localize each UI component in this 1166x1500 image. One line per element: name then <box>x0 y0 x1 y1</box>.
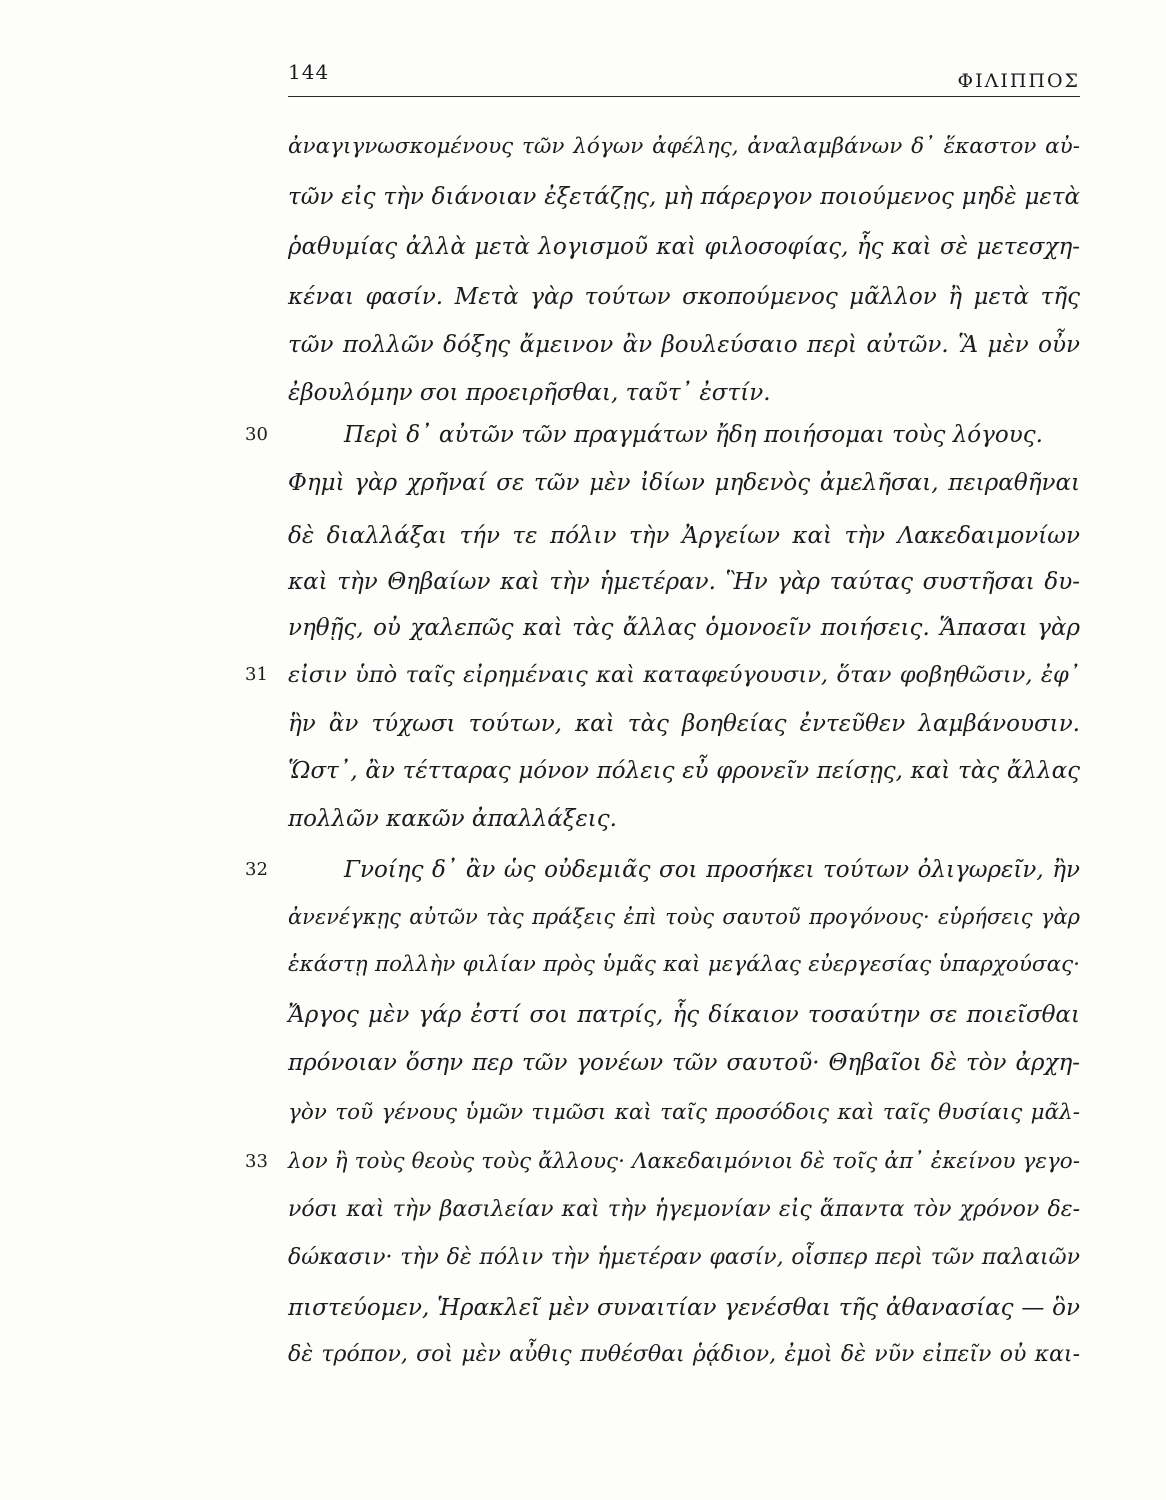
bleed-through-margin <box>1090 270 1166 500</box>
text-line: γὸν τοῦ γένους ὑμῶν τιμῶσι καὶ ταῖς προσόδοις καὶ ταῖς θυσίαις μᾶλ- <box>288 1100 1080 1125</box>
text-line: Γνοίης δ᾽ ἂν ὡς οὐδεμιᾶς σοι προσήκει τούτων ὀλιγωρεῖν, ἢν <box>344 857 1080 883</box>
text-line: ἐβουλόμην σοι προειρῆσθαι, ταῦτ᾽ ἐστίν. <box>288 380 771 406</box>
text-line: δὲ τρόπον, σοὶ μὲν αὖθις πυθέσθαι ῥᾴδιον, ἐμοὶ δὲ νῦν εἰπεῖν οὐ και- <box>288 1342 1080 1367</box>
text-line: δὲ διαλλάξαι τήν τε πόλιν τὴν Ἀργείων καὶ τὴν Λακεδαιμονίων <box>288 523 1080 549</box>
text-line: πιστεύομεν, Ἡρακλεῖ μὲν συναιτίαν γενέσθαι τῆς ἀθανασίας — ὃν <box>288 1295 1080 1321</box>
header-rule <box>288 96 1080 97</box>
text-line: νόσι καὶ τὴν βασιλείαν καὶ τὴν ἡγεμονίαν εἰς ἅπαντα τὸν χρόνον δε- <box>288 1197 1080 1222</box>
text-line: ἣν ἂν τύχωσι τούτων, καὶ τὰς βοηθείας ἐντεῦθεν λαμβάνουσιν. <box>288 711 1080 737</box>
text-line: εἰσιν ὑπὸ ταῖς εἰρημέναις καὶ καταφεύγουσιν, ὅταν φοβηθῶσιν, ἐφ᾽ <box>288 662 1080 688</box>
text-line: κέναι φασίν. Μετὰ γὰρ τούτων σκοπούμενος μᾶλλον ἢ μετὰ τῆς <box>288 284 1080 310</box>
text-line: πρόνοιαν ὅσην περ τῶν γονέων τῶν σαυτοῦ· Θηβαῖοι δὲ τὸν ἀρχη- <box>288 1050 1080 1076</box>
page-number: 144 <box>288 60 330 84</box>
text-line: καὶ τὴν Θηβαίων καὶ τὴν ἡμετέραν. Ἣν γὰρ ταύτας συστῆσαι δυ- <box>288 569 1080 595</box>
text-line: δώκασιν· τὴν δὲ πόλιν τὴν ἡμετέραν φασίν, οἷσπερ περὶ τῶν παλαιῶν <box>288 1245 1080 1270</box>
section-number: 31 <box>245 664 268 685</box>
text-line: Ἄργος μὲν γάρ ἐστί σοι πατρίς, ἧς δίκαιον τοσαύτην σε ποιεῖσθαι <box>288 1002 1080 1028</box>
text-line: τῶν πολλῶν δόξης ἄμεινον ἂν βουλεύσαιο περὶ αὐτῶν. Ἃ μὲν οὖν <box>288 332 1080 358</box>
text-line: ἀνενέγκῃς αὐτῶν τὰς πράξεις ἐπὶ τοὺς σαυτοῦ προγόνους· εὑρήσεις γὰρ <box>288 905 1080 929</box>
page-header <box>288 60 1080 96</box>
text-line: ῥαθυμίας ἀλλὰ μετὰ λογισμοῦ καὶ φιλοσοφίας, ἧς καὶ σὲ μετεσχη- <box>288 234 1080 260</box>
text-line: Φημὶ γὰρ χρῆναί σε τῶν μὲν ἰδίων μηδενὸς ἀμελῆσαι, πειραθῆναι <box>288 470 1080 496</box>
text-line: λον ἢ τοὺς θεοὺς τοὺς ἄλλους· Λακεδαιμόνιοι δὲ τοῖς ἀπ᾽ ἐκείνου γεγο- <box>288 1149 1080 1174</box>
running-title: ΦΙΛΙΠΠΟΣ <box>957 70 1080 92</box>
text-line: πολλῶν κακῶν ἀπαλλάξεις. <box>288 806 617 832</box>
text-line: ἑκάστῃ πολλὴν φιλίαν πρὸς ὑμᾶς καὶ μεγάλας εὐεργεσίας ὑπαρχούσας· <box>288 952 1080 977</box>
text-line: ἀναγιγνωσκομένους τῶν λόγων ἀφέλης, ἀναλαμβάνων δ᾽ ἕκαστον αὐ- <box>288 134 1080 159</box>
section-number: 33 <box>245 1151 268 1172</box>
text-line: τῶν εἰς τὴν διάνοιαν ἐξετάζῃς, μὴ πάρεργον ποιούμενος μηδὲ μετὰ <box>288 184 1080 210</box>
text-line: Ὥστ᾽, ἂν τέτταρας μόνον πόλεις εὖ φρονεῖν πείσῃς, καὶ τὰς ἄλλας <box>288 758 1080 784</box>
text-line: νηθῇς, οὐ χαλεπῶς καὶ τὰς ἄλλας ὁμονοεῖν ποιήσεις. Ἅπασαι γὰρ <box>288 615 1080 641</box>
section-number: 32 <box>245 859 268 880</box>
section-number: 30 <box>245 424 268 445</box>
text-line: Περὶ δ᾽ αὐτῶν τῶν πραγμάτων ἤδη ποιήσομαι τοὺς λόγους. <box>344 422 1043 448</box>
